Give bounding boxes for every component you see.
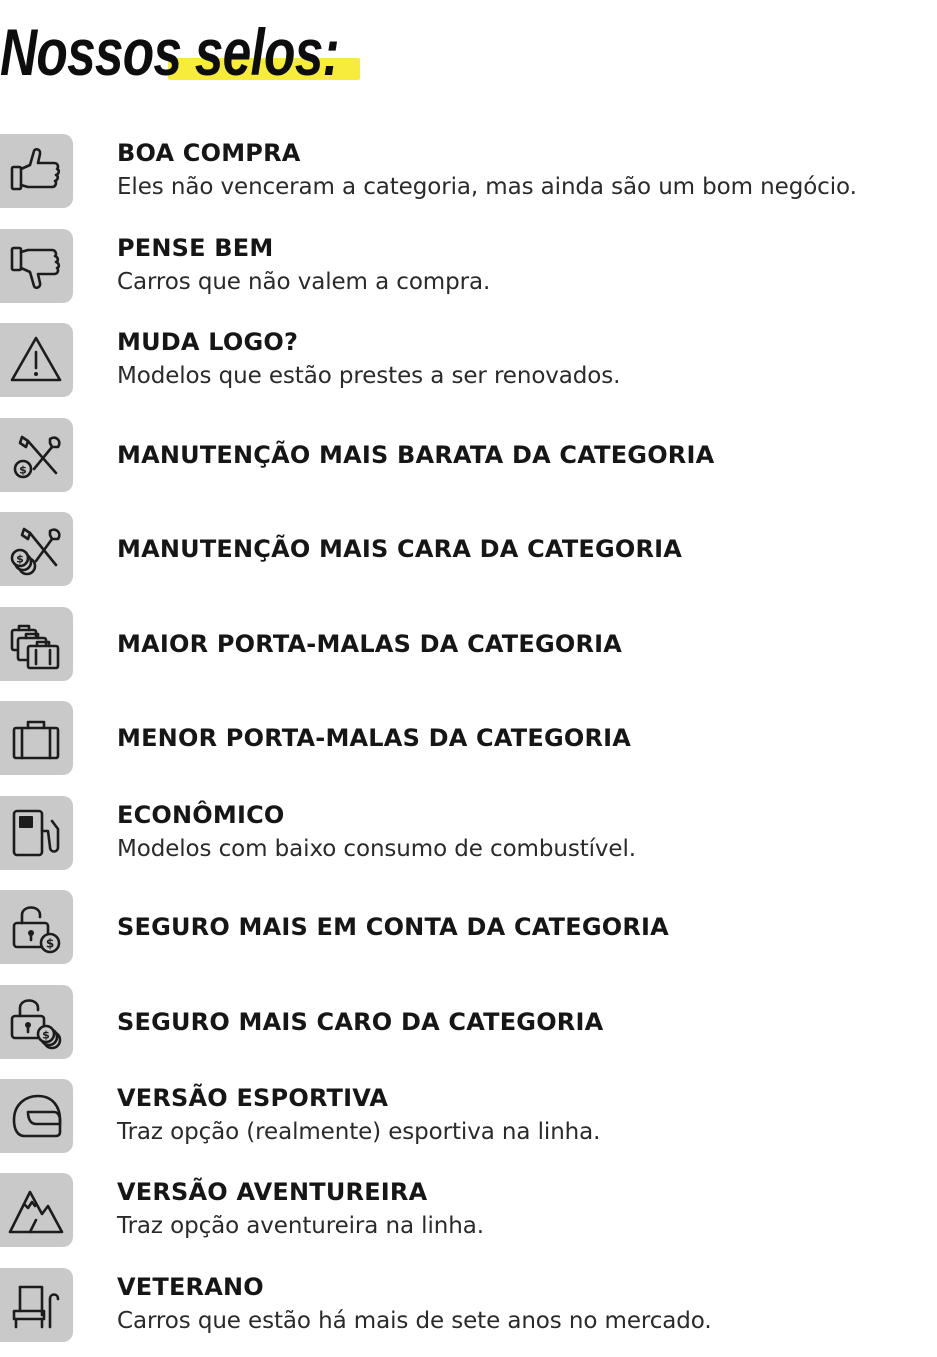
seal-title: MANUTENÇÃO MAIS CARA DA CATEGORIA [117,535,683,563]
fuel-pump-icon [6,803,66,863]
seal-description: Traz opção aventureira na linha. [117,1213,484,1239]
luggage-stack-icon [6,614,66,674]
mountain-icon [6,1180,66,1240]
armchair-cane-icon [6,1275,66,1335]
seal-item-muda-logo [0,323,937,399]
seal-item-seguro-caro [0,985,937,1061]
thumbs-down-icon [6,236,66,296]
seal-item-veterano [0,1268,937,1344]
seal-item-boa-compra [0,134,937,210]
seal-item-seguro-em-conta [0,890,937,966]
seal-description: Carros que estão há mais de sete anos no mercado. [117,1308,712,1334]
suitcase-icon [6,708,66,768]
svg-text:$: $ [45,936,55,951]
seal-badge [0,512,73,586]
seal-description: Carros que não valem a compra. [117,269,491,295]
seal-item-versao-aventureira [0,1173,937,1249]
seal-badge [0,796,73,870]
seal-title: MUDA LOGO? [117,328,299,356]
seal-item-versao-esportiva [0,1079,937,1155]
seal-item-economico [0,796,937,872]
seal-title: MANUTENÇÃO MAIS BARATA DA CATEGORIA [117,441,715,469]
seal-badge [0,607,73,681]
seal-title: SEGURO MAIS EM CONTA DA CATEGORIA [117,913,669,941]
seal-badge [0,1173,73,1247]
seal-badge [0,134,73,208]
seal-badge [0,985,73,1059]
seal-badge [0,701,73,775]
svg-text:$: $ [16,552,24,566]
seal-title: VERSÃO AVENTUREIRA [117,1178,428,1206]
warning-icon [6,330,66,390]
seal-badge [0,1268,73,1342]
seal-title: ECONÔMICO [117,801,285,829]
seal-title: PENSE BEM [117,234,274,262]
padlock-coins-icon [6,992,66,1052]
seal-title: VERSÃO ESPORTIVA [117,1084,389,1112]
seal-item-menor-porta-malas [0,701,937,777]
seal-badge [0,229,73,303]
seal-description: Eles não venceram a categoria, mas ainda são um bom negócio. [117,174,857,200]
seal-description: Modelos que estão prestes a ser renovados. [117,363,621,389]
seal-item-manutencao-barata [0,418,937,494]
header [0,14,420,94]
seal-item-manutencao-cara [0,512,937,588]
seal-description: Traz opção (realmente) esportiva na linha. [117,1119,601,1145]
tools-coin-icon [6,425,66,485]
seal-item-pense-bem [0,229,937,305]
seal-badge [0,890,73,964]
svg-text:$: $ [42,1028,50,1042]
seal-badge [0,418,73,492]
seal-description: Modelos com baixo consumo de combustível. [117,836,636,862]
seal-item-maior-porta-malas [0,607,937,683]
seal-title: BOA COMPRA [117,139,301,167]
page-title: Nossos selos: [0,15,339,89]
seal-title: VETERANO [117,1273,264,1301]
seal-badge [0,1079,73,1153]
svg-text:$: $ [19,463,27,477]
thumbs-up-icon [6,141,66,201]
seal-badge [0,323,73,397]
seal-title: MAIOR PORTA-MALAS DA CATEGORIA [117,630,623,658]
seal-title: SEGURO MAIS CARO DA CATEGORIA [117,1008,604,1036]
helmet-icon [6,1086,66,1146]
seal-title: MENOR PORTA-MALAS DA CATEGORIA [117,724,632,752]
tools-coins-icon [6,519,66,579]
padlock-coin-icon [6,897,66,957]
